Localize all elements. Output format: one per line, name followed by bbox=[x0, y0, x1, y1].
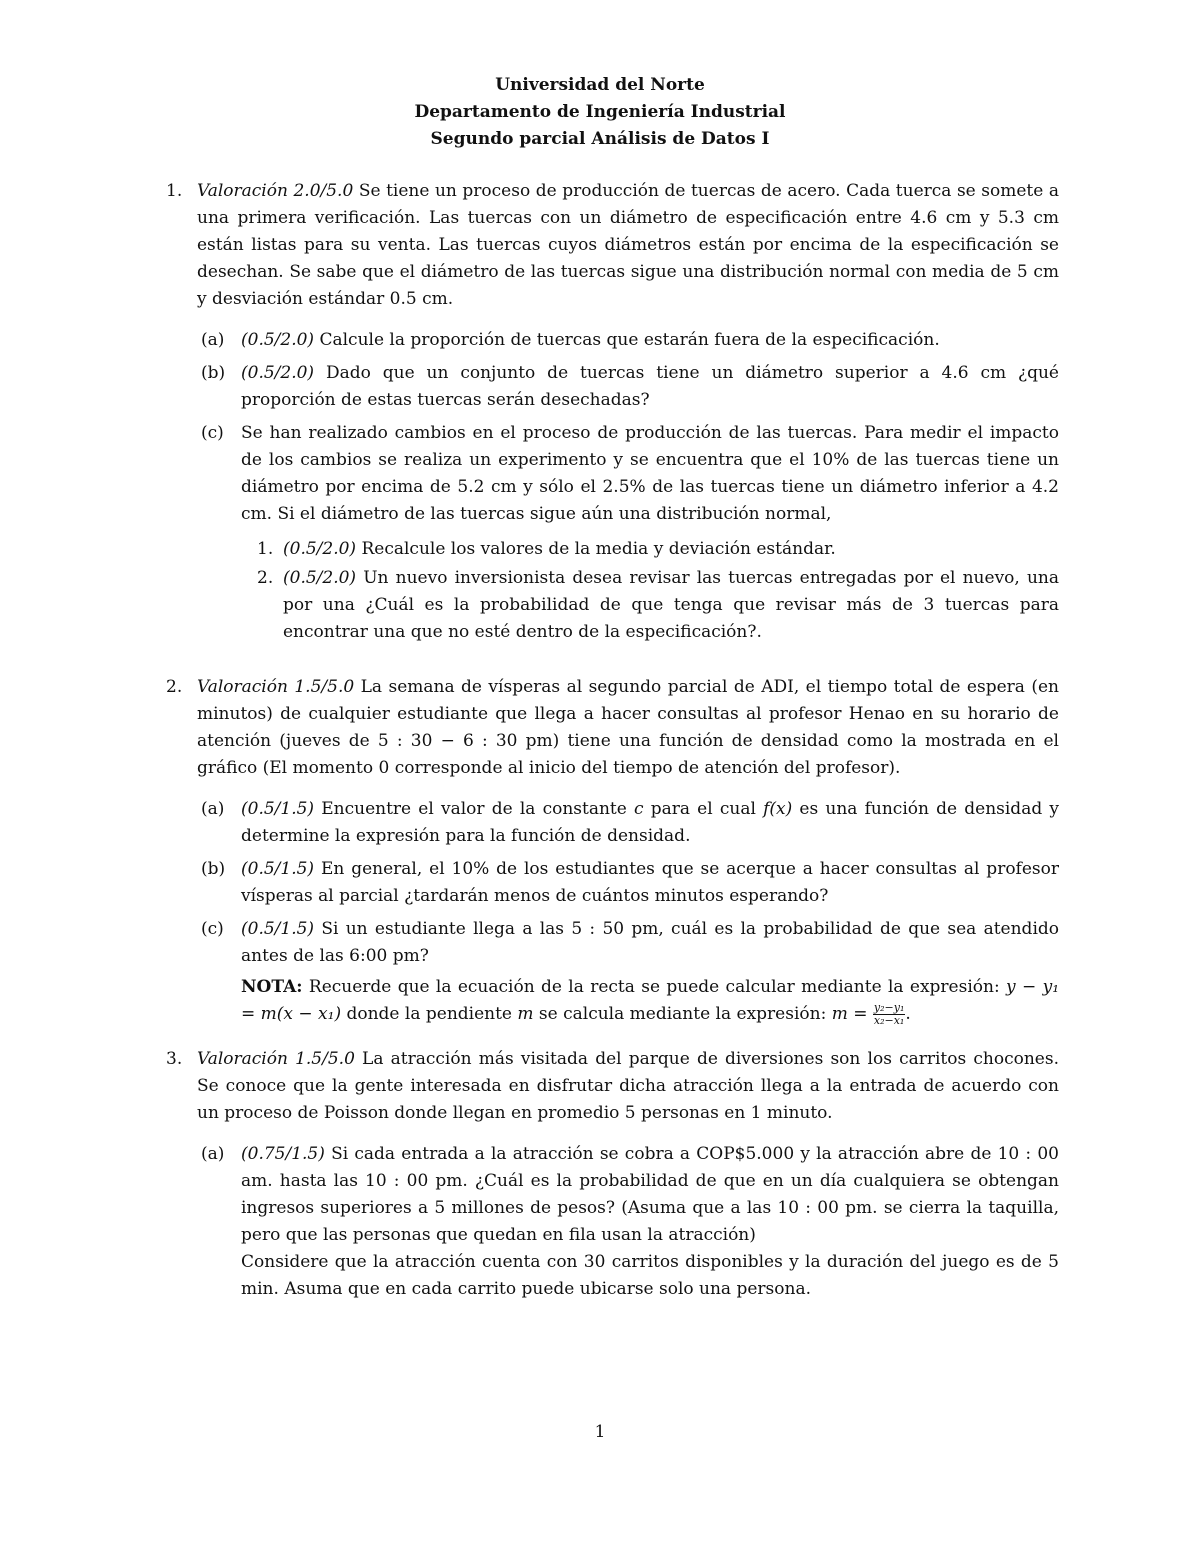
item-label: (b) bbox=[201, 363, 226, 383]
question-1c-1 bbox=[257, 536, 1059, 563]
item-weight: (0.5/1.5) bbox=[241, 799, 315, 819]
fraction-denominator: x₂−x₁ bbox=[873, 1014, 905, 1027]
item-text: Dado que un conjunto de tuercas tiene un diámetro superior a 4.6 cm ¿qué proporción de estas tuercas serán desechadas? bbox=[241, 363, 1059, 410]
item-label: (b) bbox=[201, 859, 226, 879]
item-weight: (0.5/1.5) bbox=[241, 919, 315, 939]
subitem-weight: (0.5/2.0) bbox=[283, 539, 357, 559]
note-text: se calcula mediante la expresión: bbox=[533, 1004, 832, 1024]
item-text: Si un estudiante llega a las 5 : 50 pm, cuál es la probabilidad de que sea atendido antes de las 6:00 pm? bbox=[241, 919, 1059, 966]
subitem-text: Un nuevo inversionista desea revisar las tuercas entregadas por el nuevo, una por una ¿Cuál es la probabilidad de que tenga que revisar más de 3 tuercas para encontrar una que no esté dentro de la especificación?. bbox=[283, 568, 1059, 642]
question-2 bbox=[166, 674, 1060, 1028]
item-label: (a) bbox=[201, 330, 225, 350]
question-2c bbox=[201, 916, 1060, 1028]
item-weight: (0.5/2.0) bbox=[241, 363, 315, 383]
question-1a bbox=[201, 327, 1059, 354]
university-name: Universidad del Norte bbox=[495, 75, 705, 95]
question-2a bbox=[201, 796, 1059, 850]
note-text: Recuerde que la ecuación de la recta se puede calcular mediante la expresión: bbox=[302, 977, 1007, 997]
item-weight: (0.75/1.5) bbox=[241, 1144, 325, 1164]
department-name: Departamento de Ingeniería Industrial bbox=[414, 102, 786, 122]
item-text: Encuentre el valor de la constante bbox=[314, 799, 634, 819]
item-text: es una función de densidad y determine la expresión para la función de densidad. bbox=[241, 799, 1059, 846]
page-number: 1 bbox=[594, 1422, 606, 1442]
item-text: Calcule la proporción de tuercas que estarán fuera de la especificación. bbox=[314, 330, 940, 350]
line-equation: y − y₁ = m(x − x₁) bbox=[241, 977, 1060, 1024]
item-text: Se han realizado cambios en el proceso de producción de las tuercas. Para medir el impacto de los cambios se realiza un experimento y se encuentra que el 10% de las tuercas tiene un diámetro por encima de 5.2 cm y sólo el 2.5% de las tuercas tiene un diámetro inferior a 4.2 cm. Si el diámetro de las tuercas sigue aún una distribución normal, bbox=[241, 423, 1059, 524]
slope-equation: m = bbox=[831, 1004, 868, 1024]
item-text: Si cada entrada a la atracción se cobra a COP$5.000 y la atracción abre de 10 : 00 am. hasta las 10 : 00 pm. ¿Cuál es la probabilidad de que en un día cualquiera se obtengan ingresos superiores a 5 millones de pesos? (Asuma que a las 10 : 00 pm. se cierra la taquilla, pero que las personas que quedan en fila usan la atracción) bbox=[241, 1144, 1059, 1245]
question-1-items bbox=[197, 327, 1059, 646]
question-number: 3. bbox=[166, 1049, 183, 1069]
fraction-numerator: y₂−y₁ bbox=[873, 1001, 905, 1014]
note-label: NOTA: bbox=[241, 977, 303, 997]
question-2b bbox=[201, 856, 1059, 910]
question-number: 2. bbox=[166, 677, 183, 697]
item-text: para el cual bbox=[643, 799, 764, 819]
item-weight: (0.5/1.5) bbox=[241, 859, 315, 879]
question-text: La atracción más visitada del parque de diversiones son los carritos chocones. Se conoce que la gente interesada en disfrutar dicha atracción llega a la entrada de acuerdo con un proceso de Poisson donde llegan en promedio 5 personas en 1 minuto. bbox=[197, 1049, 1059, 1123]
constant-c: c bbox=[634, 799, 644, 819]
question-3 bbox=[166, 1046, 1059, 1303]
subitem-text: Recalcule los valores de la media y deviación estándar. bbox=[356, 539, 836, 559]
subitem-label: 2. bbox=[257, 568, 274, 588]
note-text: donde la pendiente bbox=[341, 1004, 518, 1024]
density-function: f(x) bbox=[763, 799, 793, 819]
question-text: Se tiene un proceso de producción de tuercas de acero. Cada tuerca se somete a una primera verificación. Las tuercas con un diámetro de especificación entre 4.6 cm y 5.3 cm están listas para su venta. Las tuercas cuyos diámetros están por encima de la especificación se desechan. Se sabe que el diámetro de las tuercas sigue una distribución normal con media de 5 cm y desviación estándar 0.5 cm. bbox=[197, 181, 1059, 309]
question-1 bbox=[166, 178, 1059, 646]
exam-content bbox=[0, 178, 1200, 1321]
note bbox=[241, 974, 1059, 1028]
note-end: . bbox=[905, 1004, 911, 1024]
slope-symbol: m bbox=[517, 1004, 534, 1024]
item-label: (a) bbox=[201, 799, 225, 819]
question-weight: Valoración 2.0/5.0 bbox=[197, 181, 354, 201]
exam-title: Segundo parcial Análisis de Datos I bbox=[430, 129, 770, 149]
item-weight: (0.5/2.0) bbox=[241, 330, 315, 350]
item-label: (a) bbox=[201, 1144, 225, 1164]
question-number: 1. bbox=[166, 181, 183, 201]
question-3-items bbox=[197, 1141, 1059, 1303]
subitem-weight: (0.5/2.0) bbox=[283, 568, 357, 588]
item-label: (c) bbox=[201, 919, 224, 939]
document-header bbox=[0, 72, 1200, 153]
item-extra-text: Considere que la atracción cuenta con 30 carritos disponibles y la duración del juego es de 5 min. Asuma que en cada carrito puede ubicarse solo una persona. bbox=[241, 1252, 1059, 1299]
question-2-items bbox=[197, 796, 1059, 1028]
question-1c bbox=[201, 420, 1059, 646]
subitem-label: 1. bbox=[257, 539, 274, 559]
item-label: (c) bbox=[201, 423, 224, 443]
question-1b bbox=[201, 360, 1059, 414]
question-weight: Valoración 1.5/5.0 bbox=[197, 677, 355, 697]
question-text: La semana de vísperas al segundo parcial de ADI, el tiempo total de espera (en minutos) de cualquier estudiante que llega a hacer consultas al profesor Henao en su horario de atención (jueves de 5 : 30 − 6 : 30 pm) tiene una función de densidad como la mostrada en el gráfico (El momento 0 corresponde al inicio del tiempo de atención del profesor). bbox=[197, 677, 1059, 778]
slope-fraction bbox=[873, 1002, 905, 1027]
question-1c-2 bbox=[257, 565, 1059, 646]
question-weight: Valoración 1.5/5.0 bbox=[197, 1049, 355, 1069]
item-text: En general, el 10% de los estudiantes que se acerque a hacer consultas al profesor vísperas al parcial ¿tardarán menos de cuántos minutos esperando? bbox=[241, 859, 1059, 906]
question-3a bbox=[201, 1141, 1059, 1303]
